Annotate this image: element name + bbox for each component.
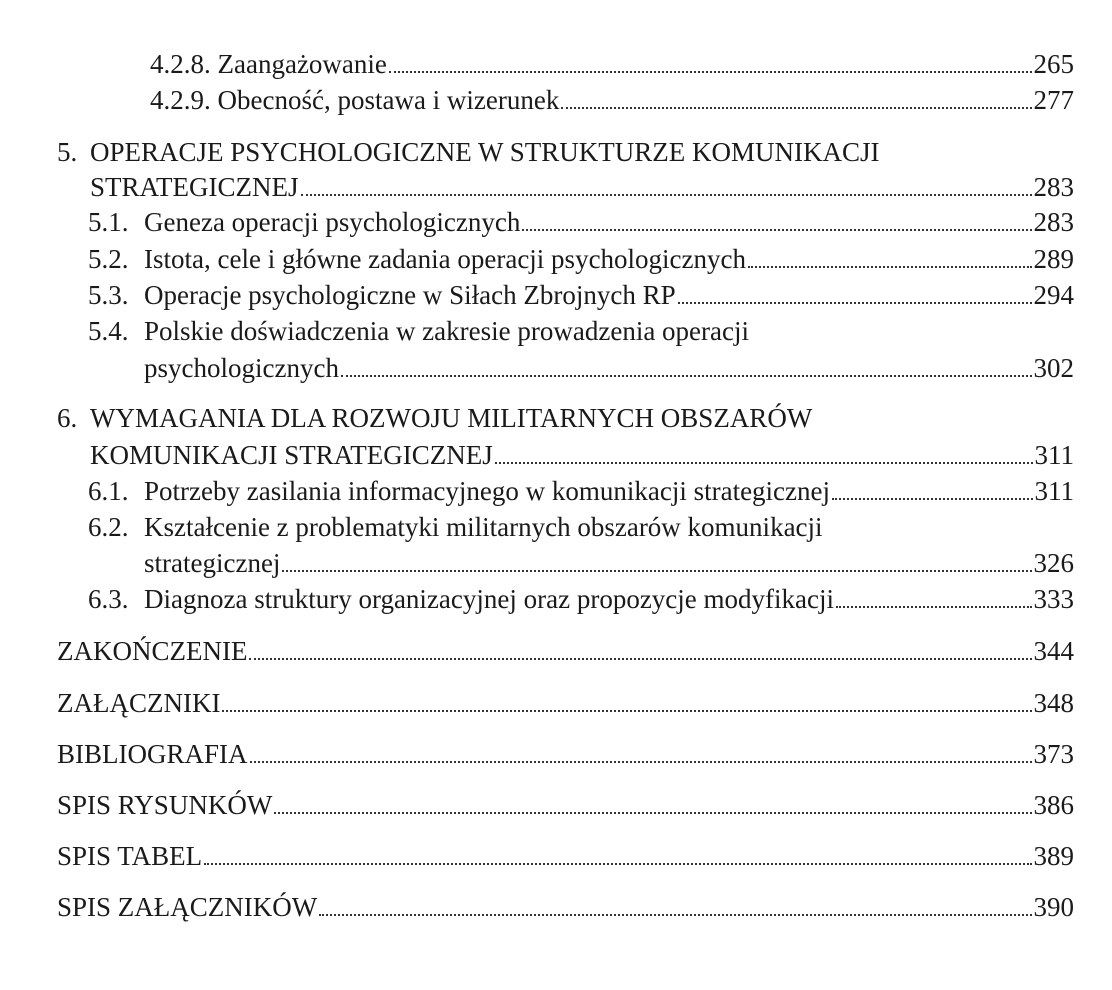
dot-leader	[222, 710, 1031, 712]
dot-leader	[561, 107, 1031, 109]
toc-entry-page: 386	[1033, 790, 1074, 820]
toc-entry-title: Kształcenie z problematyki militarnych obszarów komunikacji	[144, 512, 823, 542]
dot-leader	[341, 375, 1032, 377]
toc-entry-title: KOMUNIKACJI STRATEGICZNEJ	[90, 440, 493, 470]
toc-entry-number: 5.2.	[88, 244, 129, 274]
toc-entry-title: SPIS RYSUNKÓW	[57, 790, 273, 820]
toc-entry	[0, 82, 1074, 118]
toc-entry-title: Polskie doświadczenia w zakresie prowadzenia operacji	[144, 316, 749, 346]
toc-entry-page: 326	[1033, 548, 1074, 578]
toc-entry-title: 4.2.9. Obecność, postawa i wizerunek	[150, 85, 560, 115]
toc-entry	[0, 204, 1074, 240]
dot-leader	[836, 606, 1032, 608]
dot-leader	[832, 498, 1032, 500]
toc-entry	[0, 787, 1074, 823]
dot-leader	[204, 863, 1031, 865]
toc-entry-page: 277	[1033, 85, 1074, 115]
dot-leader	[274, 812, 1031, 814]
dot-leader	[748, 266, 1031, 268]
toc-entry	[0, 241, 1074, 277]
toc-entry-title: ZAŁĄCZNIKI	[57, 688, 221, 718]
toc-entry-title: Istota, cele i główne zadania operacji psychologicznych	[144, 244, 747, 274]
toc-entry	[0, 736, 1074, 772]
toc-entry-page: 294	[1033, 280, 1074, 310]
toc-entry-number: 5.3.	[88, 280, 129, 310]
toc-entry	[0, 169, 1074, 205]
toc-entry-number: 5.4.	[88, 316, 129, 346]
toc-entry-title: Geneza operacji psychologicznych	[144, 207, 521, 237]
toc-entry-page: 265	[1033, 49, 1074, 79]
toc-entry-page: 311	[1034, 440, 1074, 470]
toc-entry-title: SPIS ZAŁĄCZNIKÓW	[57, 892, 318, 922]
toc-entry-number: 5.	[57, 137, 78, 167]
toc-entry-title: strategicznej	[144, 548, 281, 578]
toc-entry	[0, 545, 1074, 581]
toc-entry	[0, 400, 1074, 436]
toc-entry	[0, 838, 1074, 874]
toc-entry-title: WYMAGANIA DLA ROZWOJU MILITARNYCH OBSZARÓW	[90, 403, 813, 433]
toc-entry	[0, 350, 1074, 386]
toc-entry-title: BIBLIOGRAFIA	[57, 739, 248, 769]
toc-entry-page: 283	[1033, 172, 1074, 202]
toc-entry-page: 333	[1033, 584, 1074, 614]
toc-entry-page: 390	[1033, 892, 1074, 922]
toc-entry	[0, 437, 1074, 473]
toc-entry-title: Potrzeby zasilania informacyjnego w komunikacji strategicznej	[144, 476, 831, 506]
toc-entry-title: STRATEGICZNEJ	[90, 172, 299, 202]
dot-leader	[389, 71, 1032, 73]
dot-leader	[301, 194, 1032, 196]
toc-entry-page: 348	[1033, 688, 1074, 718]
dot-leader	[282, 570, 1031, 572]
dot-leader	[678, 302, 1032, 304]
toc-entry	[0, 581, 1074, 617]
toc-entry	[0, 46, 1074, 82]
dot-leader	[522, 229, 1031, 231]
toc-entry-page: 289	[1033, 244, 1074, 274]
dot-leader	[495, 462, 1033, 464]
toc-entry-title: SPIS TABEL	[57, 841, 203, 871]
toc-entry-title: OPERACJE PSYCHOLOGICZNE W STRUKTURZE KOMUNIKACJI	[90, 137, 880, 167]
toc-entry	[0, 277, 1074, 313]
toc-entry-title: Operacje psychologiczne w Siłach Zbrojnych RP	[144, 280, 676, 310]
toc-entry-number: 6.2.	[88, 512, 129, 542]
dot-leader	[249, 658, 1031, 660]
toc-entry-page: 283	[1033, 207, 1074, 237]
toc-entry	[0, 509, 1074, 545]
toc-entry-title: Diagnoza struktury organizacyjnej oraz propozycje modyfikacji	[144, 584, 834, 614]
dot-leader	[319, 914, 1031, 916]
toc-entry-title: psychologicznych	[144, 353, 339, 383]
toc-entry-number: 6.1.	[88, 476, 129, 506]
toc-entry	[0, 633, 1074, 669]
toc-entry	[0, 313, 1074, 349]
toc-entry	[0, 473, 1074, 509]
toc-entry	[0, 134, 1074, 170]
toc-entry	[0, 889, 1074, 925]
toc-entry-page: 389	[1033, 841, 1074, 871]
toc-entry-page: 344	[1033, 636, 1074, 666]
toc-entry-title: ZAKOŃCZENIE	[57, 636, 248, 666]
toc-entry-page: 302	[1033, 353, 1074, 383]
toc-entry-number: 6.3.	[88, 584, 129, 614]
toc-entry-number: 5.1.	[88, 207, 129, 237]
toc-entry	[0, 685, 1074, 721]
toc-entry-number: 6.	[57, 403, 78, 433]
toc-entry-title: 4.2.8. Zaangażowanie	[150, 49, 387, 79]
dot-leader	[250, 761, 1032, 763]
toc-entry-page: 373	[1033, 739, 1074, 769]
toc-entry-page: 311	[1034, 476, 1074, 506]
